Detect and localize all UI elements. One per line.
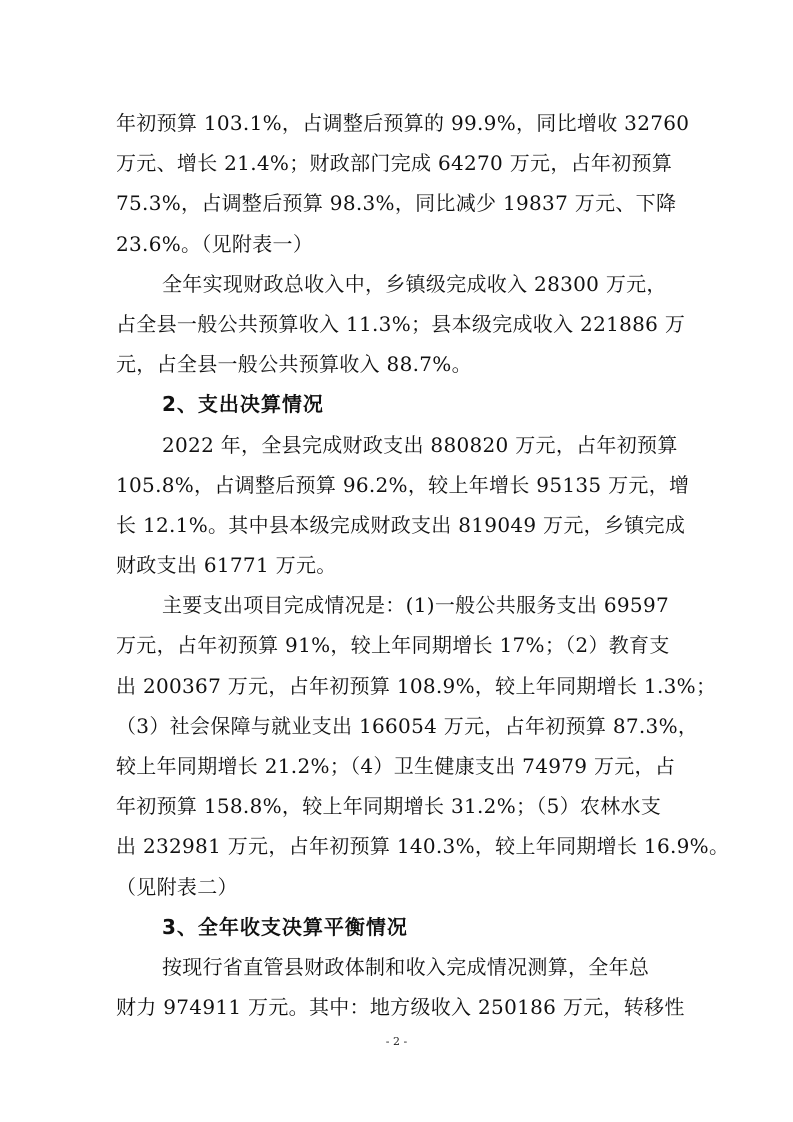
section-heading-expenditure: 2、支出决算情况	[162, 392, 324, 417]
page-number: - 2 -	[385, 1035, 408, 1048]
body-line: 年初预算 158.8%，较上年同期增长 31.2%；（5）农林水支	[116, 794, 662, 819]
body-line: 财力 974911 万元。其中：地方级收入 250186 万元，转移性	[116, 995, 685, 1020]
body-line: 占全县一般公共预算收入 11.3%；县本级完成收入 221886 万	[116, 311, 686, 336]
document-body	[116, 103, 730, 1027]
body-line: 出 200367 万元，占年初预算 108.9%，较上年同期增长 1.3%；	[116, 673, 717, 698]
body-line: 较上年同期增长 21.2%；（4）卫生健康支出 74979 万元，占	[116, 754, 676, 778]
body-line: 主要支出项目完成情况是：(1)一般公共服务支出 69597	[162, 593, 670, 618]
body-line: 年初预算 103.1%，占调整后预算的 99.9%，同比增收 32760	[116, 111, 690, 135]
body-line: 75.3%，占调整后预算 98.3%，同比减少 19837 万元、下降	[116, 191, 677, 216]
body-line: 按现行省直管县财政体制和收入完成情况测算，全年总	[162, 954, 650, 979]
body-line: 2022 年，全县完成财政支出 880820 万元，占年初预算	[162, 432, 678, 457]
body-line: 105.8%，占调整后预算 96.2%，较上年增长 95135 万元，增	[116, 472, 690, 497]
body-line: 出 232981 万元，占年初预算 140.3%，较上年同期增长 16.9%。	[116, 834, 730, 859]
body-line: 23.6%。（见附表一）	[116, 231, 314, 256]
body-line: 元，占全县一般公共预算收入 88.7%。	[116, 352, 472, 377]
body-line: 财政支出 61771 万元。	[116, 553, 337, 578]
body-line: （见附表二）	[116, 874, 238, 899]
body-line: 长 12.1%。其中县本级完成财政支出 819049 万元，乡镇完成	[116, 512, 686, 537]
section-heading-balance: 3、全年收支决算平衡情况	[162, 914, 408, 939]
body-line: 万元、增长 21.4%；财政部门完成 64270 万元，占年初预算	[116, 151, 673, 176]
body-line: 全年实现财政总收入中，乡镇级完成收入 28300 万元，	[162, 271, 667, 296]
body-line: （3）社会保障与就业支出 166054 万元，占年初预算 87.3%，	[116, 713, 699, 738]
body-line: 万元，占年初预算 91%，较上年同期增长 17%；（2）教育支	[116, 633, 670, 658]
